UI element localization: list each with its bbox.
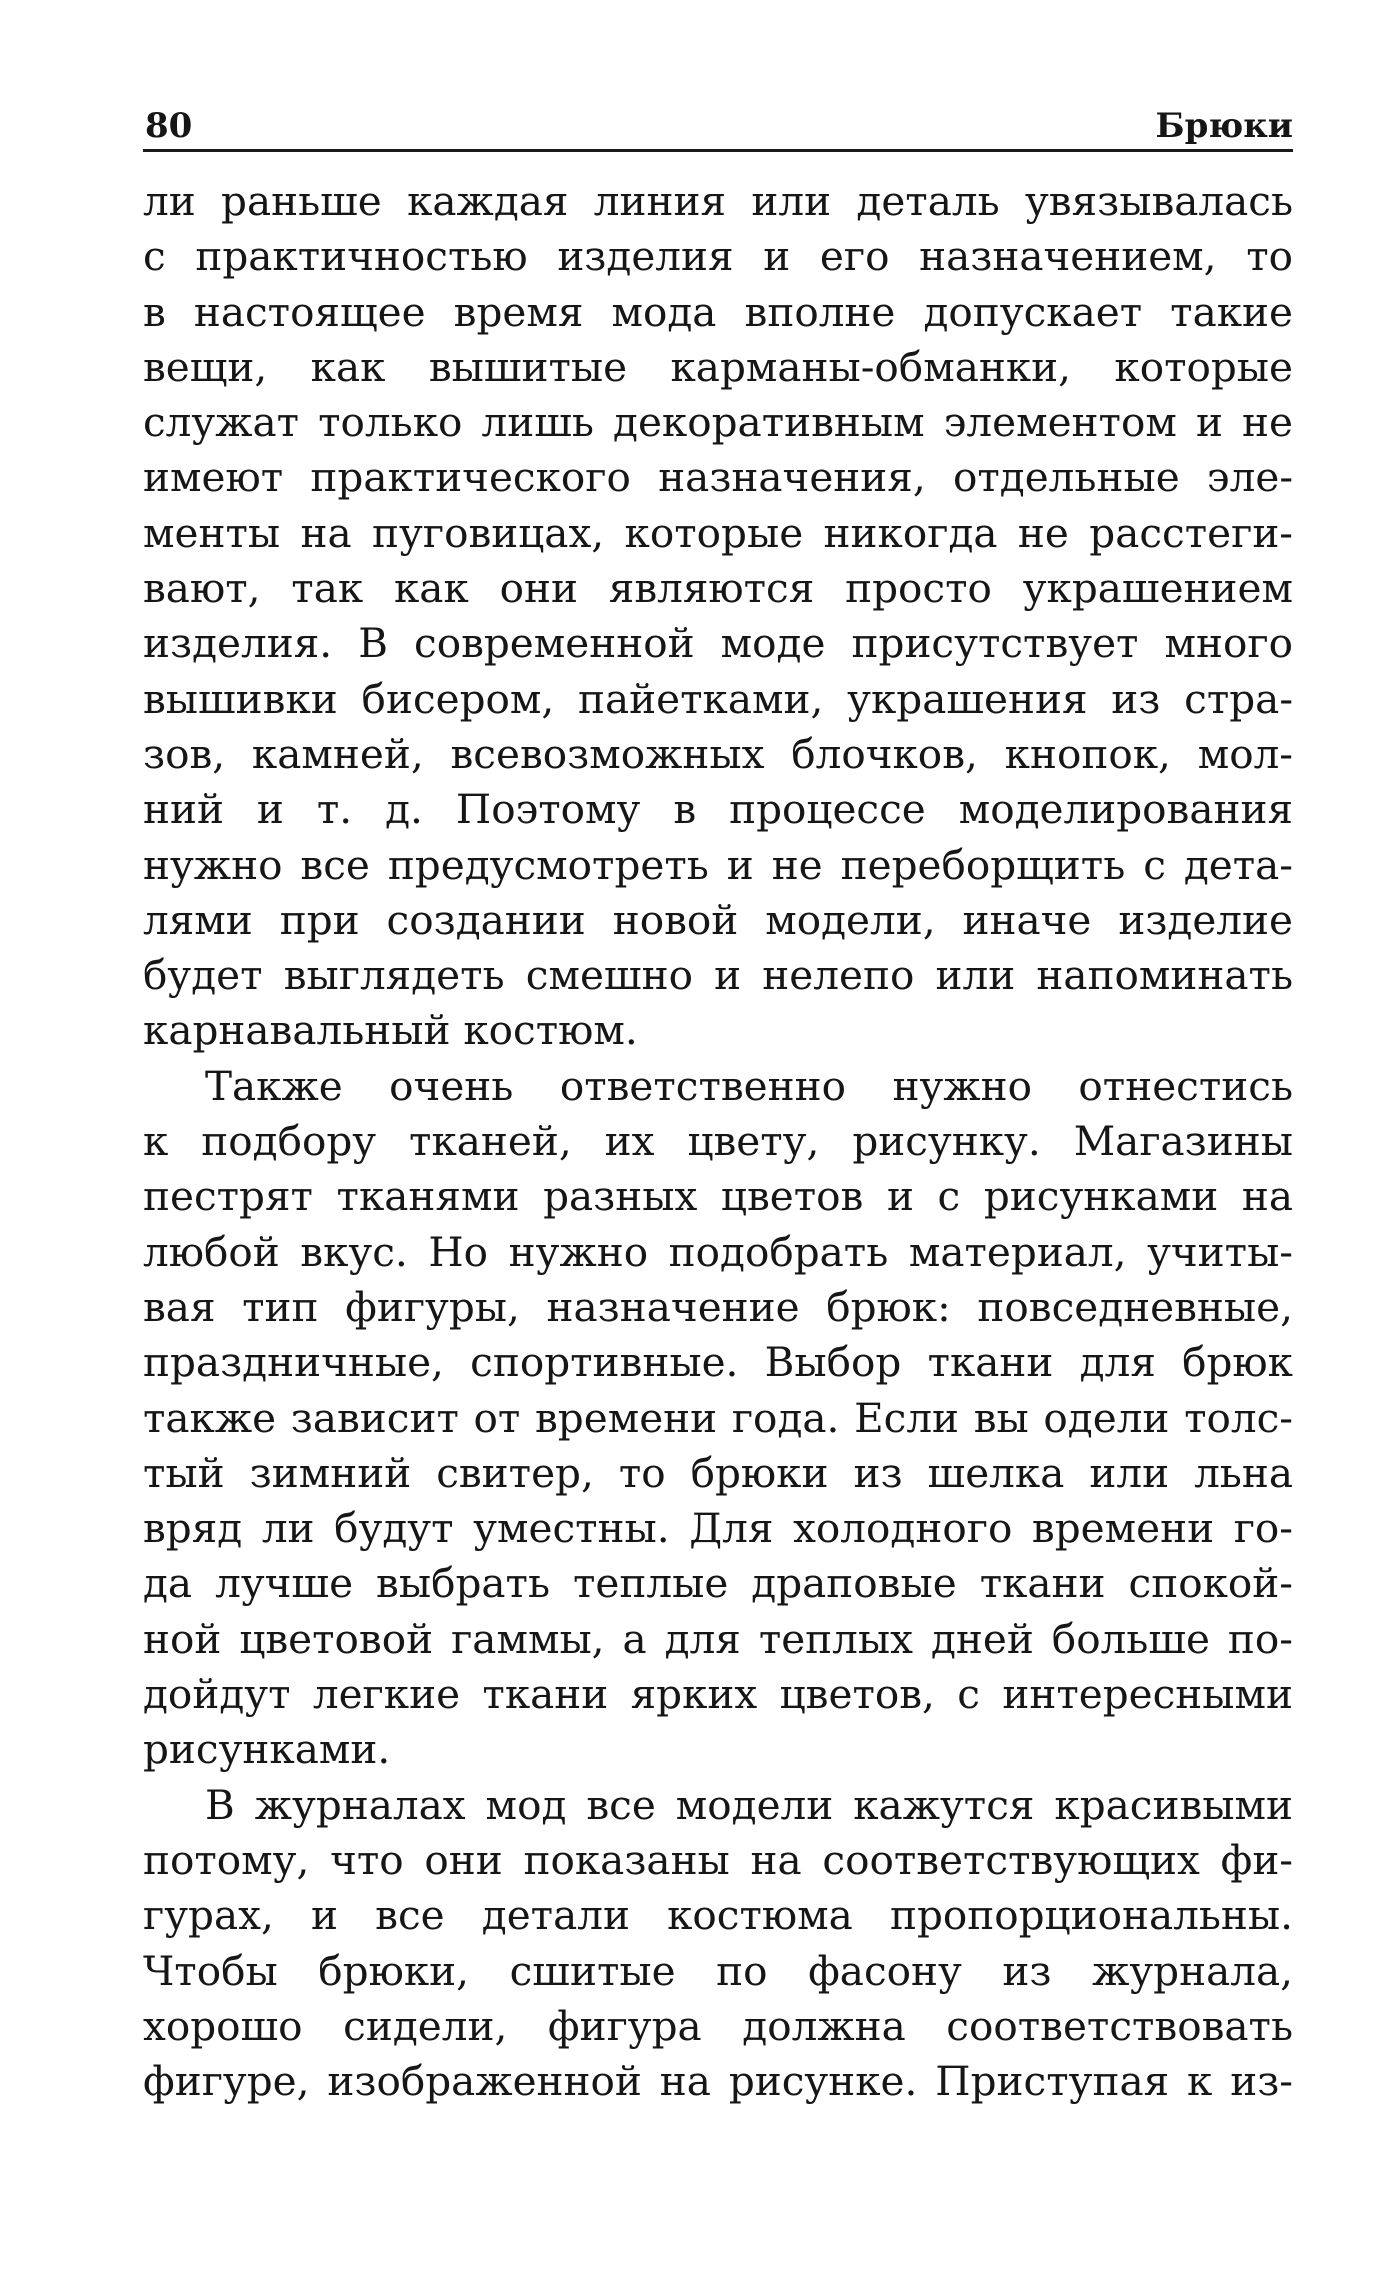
text-line: нужно все предусмотреть и не переборщить с дета-	[143, 840, 1293, 889]
paragraph	[143, 174, 1293, 1059]
text-line: тый зимний свитер, то брюки из шелка или льна	[143, 1448, 1293, 1497]
text-line: вряд ли будут уместны. Для холодного времени го-	[143, 1504, 1293, 1553]
book-page	[143, 95, 1293, 2109]
text-line: рисунками.	[143, 1725, 391, 1774]
text-line: фигуре, изображенной на рисунке. Приступая к из-	[143, 2057, 1293, 2106]
body-text	[143, 174, 1293, 2109]
text-line: с практичностью изделия и его назначением, то	[143, 232, 1293, 281]
paragraph	[143, 1059, 1293, 1778]
section-title: Брюки	[1155, 106, 1293, 146]
text-line: зов, камней, всевозможных блочков, кнопок, мол-	[143, 729, 1293, 778]
text-line: лями при создании новой модели, иначе изделие	[143, 895, 1293, 944]
text-line: Чтобы брюки, сшитые по фасону из журнала,	[143, 1946, 1293, 1995]
text-line: В журналах мод все модели кажутся красивыми	[205, 1780, 1293, 1829]
text-line: вают, так как они являются просто украшением	[143, 564, 1293, 613]
text-line: Также очень ответственно нужно отнестись	[205, 1061, 1293, 1110]
text-line: в настоящее время мода вполне допускает такие	[143, 287, 1293, 336]
text-line: пестрят тканями разных цветов и с рисунками на	[143, 1172, 1293, 1221]
text-line: вышивки бисером, пайетками, украшения из стра-	[143, 674, 1293, 723]
text-line: ной цветовой гаммы, а для теплых дней больше по-	[143, 1614, 1293, 1663]
text-line: карнавальный костюм.	[143, 1006, 638, 1055]
text-line: имеют практического назначения, отдельные эле-	[143, 453, 1293, 502]
text-line: вещи, как вышитые карманы-обманки, которые	[143, 342, 1293, 391]
text-line: любой вкус. Но нужно подобрать материал, учиты-	[143, 1227, 1293, 1276]
text-line: будет выглядеть смешно и нелепо или напоминать	[143, 951, 1293, 1000]
text-line: дойдут легкие ткани ярких цветов, с интересными	[143, 1670, 1293, 1719]
text-line: также зависит от времени года. Если вы одели толс-	[143, 1393, 1293, 1442]
text-line: да лучше выбрать теплые драповые ткани спокой-	[143, 1559, 1293, 1608]
text-line: изделия. В современной моде присутствует много	[143, 619, 1293, 668]
text-line: праздничные, спортивные. Выбор ткани для брюк	[143, 1338, 1293, 1387]
text-line: служат только лишь декоративным элементом и не	[143, 398, 1293, 447]
text-line: менты на пуговицах, которые никогда не расстеги-	[143, 508, 1293, 557]
page-number: 80	[145, 106, 193, 146]
paragraph	[143, 1778, 1293, 2110]
text-line: потому, что они показаны на соответствующих фи-	[143, 1835, 1293, 1884]
text-line: вая тип фигуры, назначение брюк: повседневные,	[143, 1282, 1293, 1331]
text-line: хорошо сидели, фигура должна соответствовать	[143, 2001, 1293, 2050]
text-line: ли раньше каждая линия или деталь увязывалась	[143, 177, 1293, 225]
text-line: ний и т. д. Поэтому в процессе моделирования	[143, 785, 1293, 834]
text-line: гурах, и все детали костюма пропорциональны.	[143, 1891, 1293, 1940]
running-header	[143, 95, 1293, 152]
text-line: к подбору тканей, их цвету, рисунку. Магазины	[143, 1117, 1293, 1166]
